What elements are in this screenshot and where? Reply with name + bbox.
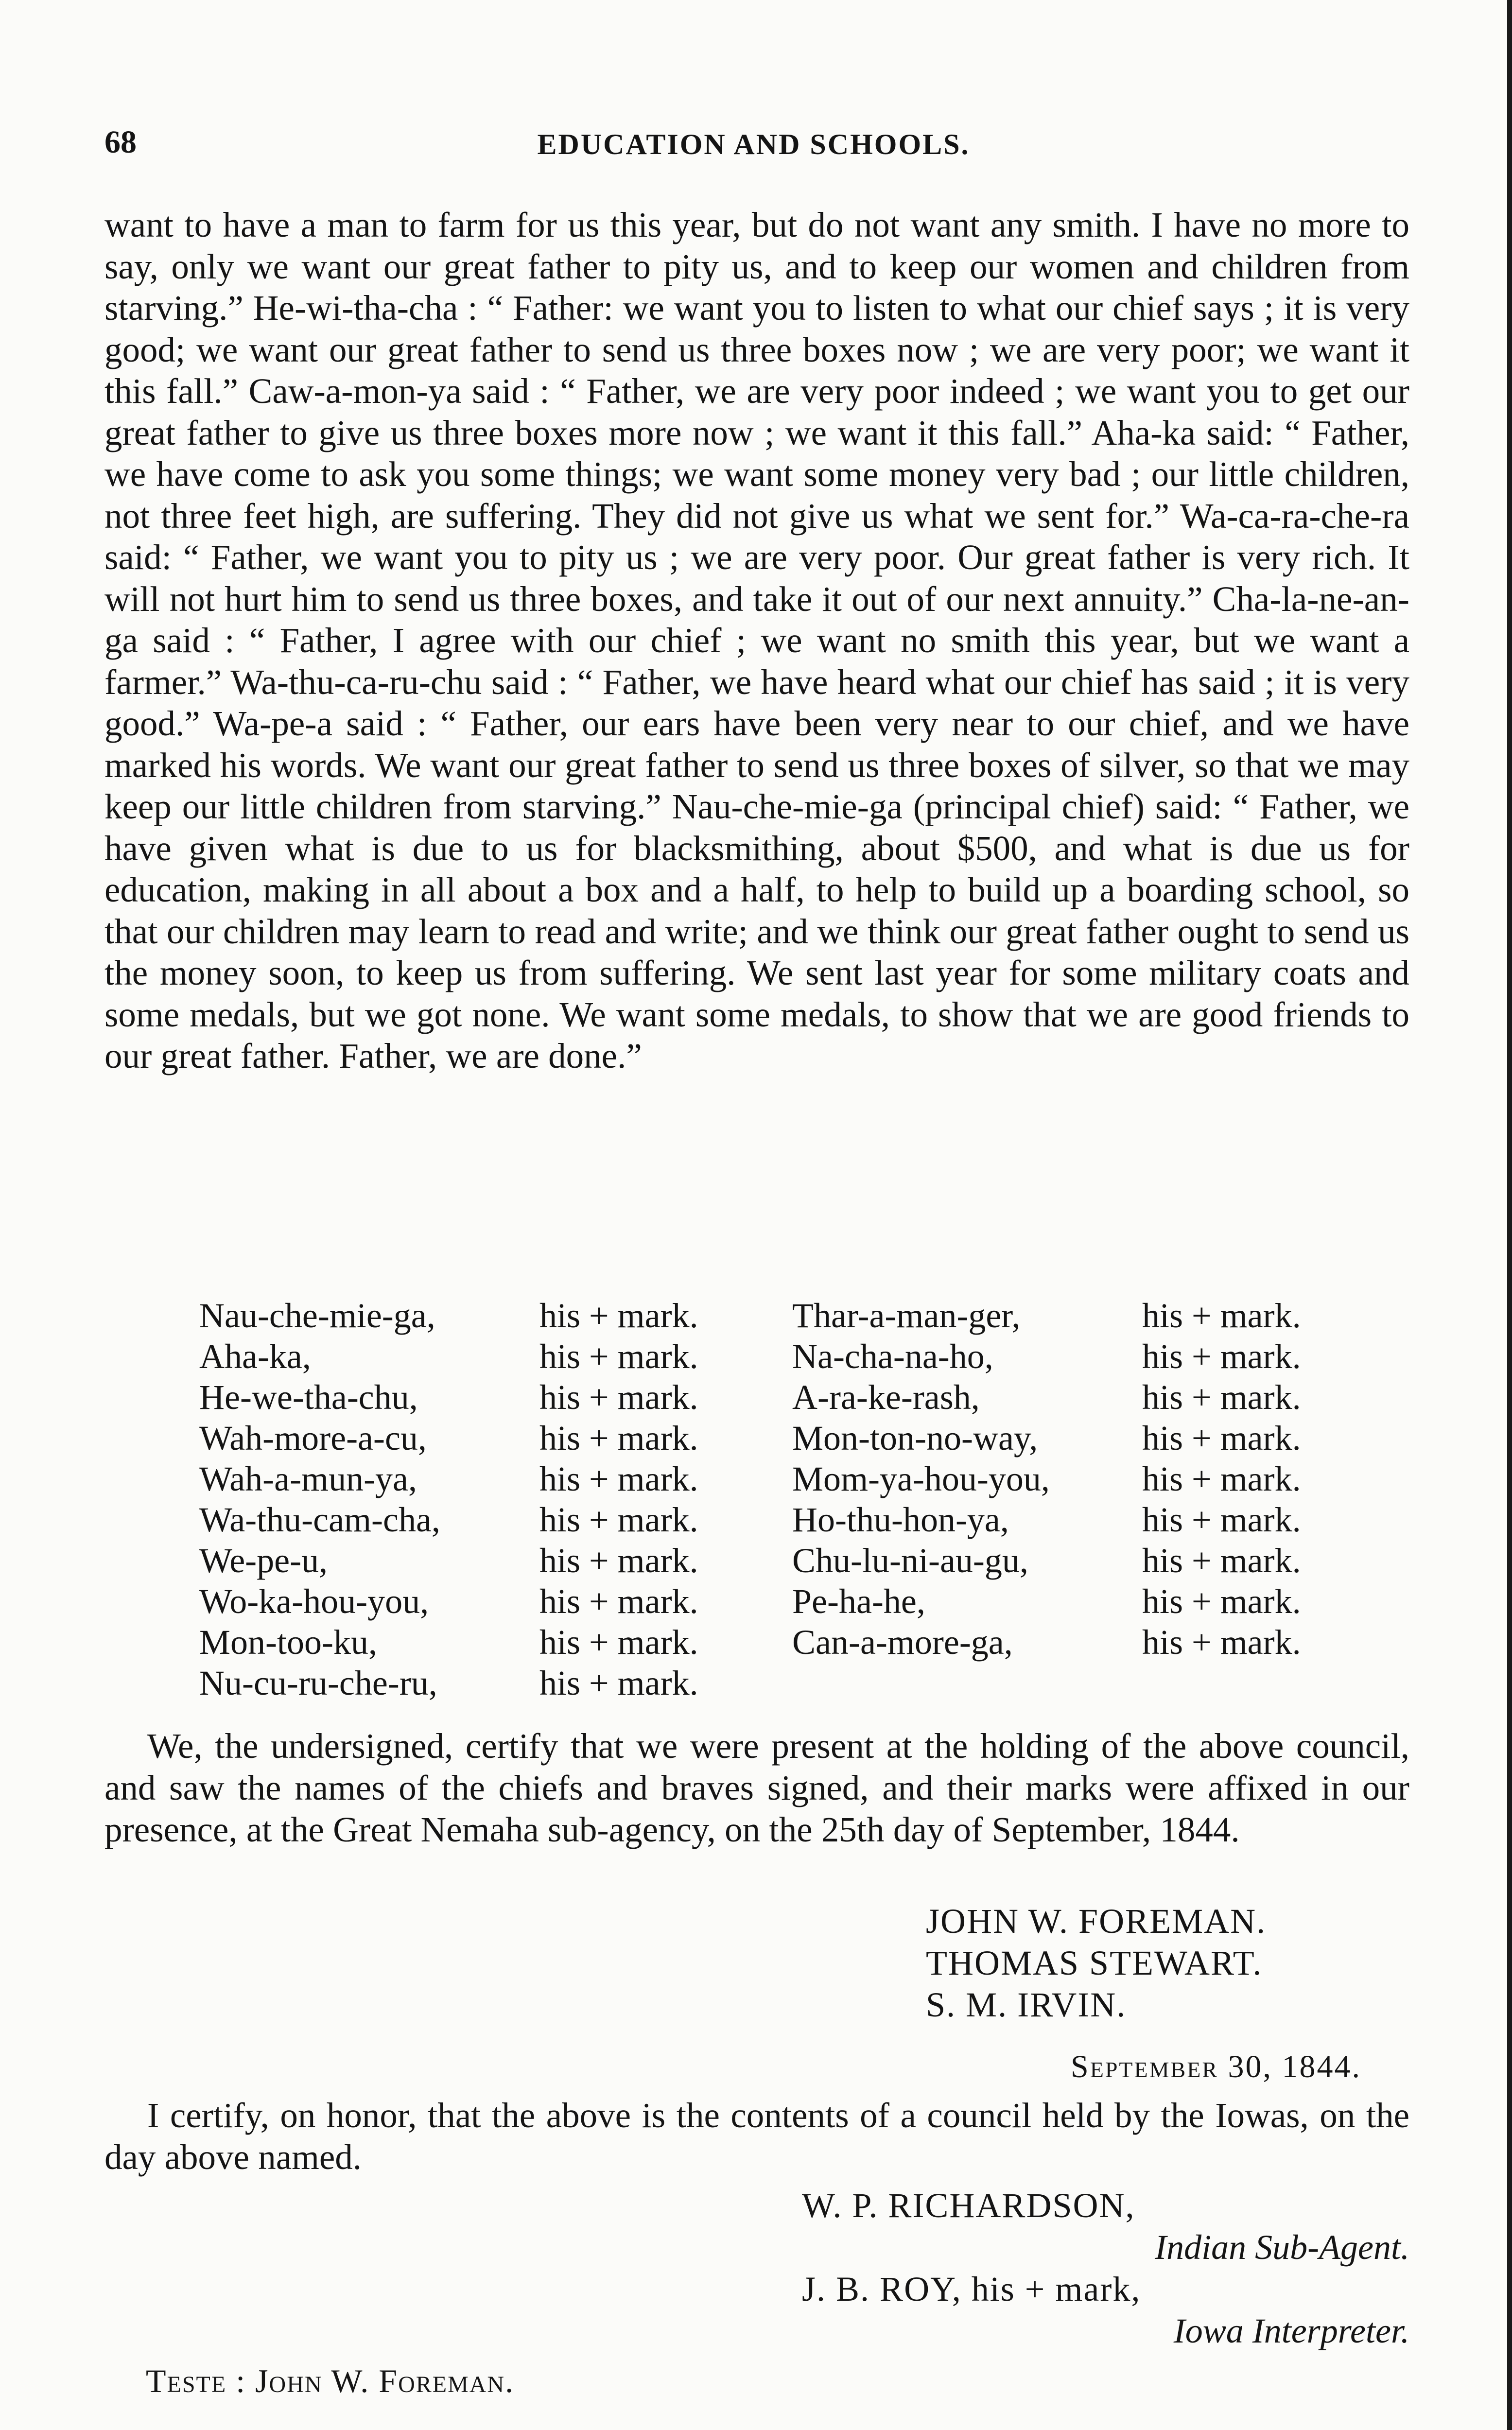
signatory-mark: his + mark. — [539, 1664, 698, 1702]
body-paragraph: want to have a man to farm for us this year, but do not want any smith. I have no more to say, only we want our great father to pity us, and to keep our women and children from starving.” He-wi-tha-cha : “ Father: we want you to listen to what our chief says ; it is very good; we want our great father to send us three boxes now ; we are very poor; we want it this fall.” Caw-a-mon-ya said : “ Father, we are very poor indeed ; we want you to get our great father to give us three boxes more now ; we want it this fall.” Aha-ka said: “ Father, we have come to ask you some things; we want some money very bad ; our little children, not three feet high, are suffering. They did not give us what we sent for.” Wa-ca-ra-che-ra said: “ Father, we want you to pity us ; we are very poor. Our great father is very rich. It will not hurt him to send us three boxes, and take it out of our next annuity.” Cha-la-ne-an-ga said : “ Father, I agree with our chief ; we want no smith this year, but we want a farmer.” Wa-thu-ca-ru-chu said : “ Father, we have heard what our chief has said ; it is very good.” Wa-pe-a said : “ Father, our ears have been very near to our chief, and we have marked his words. We want our great father to send us three boxes of silver, so that we may keep our little children from starving.” Nau-che-mie-ga (principal chief) said: “ Father, we have given what is due to us for blacksmithing, about $500, and what is due us for education, making in all about a box and a half, to help to build up a boarding school, so that our children may learn to read and write; and we think our great father ought to send us the money soon, to keep us from suffering. We sent last year for some military coats and some medals, but we got none. We want some medals, to show that we are good friends to our great father. Father, we are done.” — [104, 205, 1409, 1076]
signatory-name: Nu-cu-ru-che-ru, — [199, 1664, 437, 1702]
signatory-mark: his + mark. — [539, 1296, 698, 1335]
signatory-mark: his + mark. — [1142, 1582, 1301, 1621]
honor-paragraph — [104, 2095, 1409, 2178]
signatory-name: Mon-too-ku, — [199, 1623, 377, 1662]
signatory-name: Aha-ka, — [199, 1337, 311, 1376]
interpreter-name: J. B. ROY, his + mark, — [802, 2270, 1141, 2308]
council-speech-text — [104, 204, 1409, 1077]
signatory-name: He-we-tha-chu, — [199, 1378, 418, 1417]
signature-block — [802, 2185, 1409, 2352]
signatory-table — [199, 1295, 1409, 1703]
signatory-mark: his + mark. — [1142, 1337, 1301, 1376]
signatory-name: Wah-a-mun-ya, — [199, 1459, 417, 1498]
signatory-mark: his + mark. — [1142, 1419, 1301, 1458]
sub-agent-title: Indian Sub-Agent. — [1155, 2228, 1409, 2267]
signatory-name: Wo-ka-hou-you, — [199, 1582, 429, 1621]
signatory-name: Can-a-more-ga, — [792, 1623, 1013, 1662]
signatory-name: Wa-thu-cam-cha, — [199, 1500, 440, 1539]
signatory-mark: his + mark. — [539, 1337, 698, 1376]
signatory-name: Pe-ha-he, — [792, 1582, 925, 1621]
signatory-name: Thar-a-man-ger, — [792, 1296, 1021, 1335]
signatory-mark: his + mark. — [539, 1378, 698, 1417]
signatory-name: Nau-che-mie-ga, — [199, 1296, 435, 1335]
signatory-mark: his + mark. — [1142, 1459, 1301, 1498]
witness-name: JOHN W. FOREMAN. — [926, 1902, 1267, 1941]
signatory-mark: his + mark. — [539, 1459, 698, 1498]
signatory-name: Ho-thu-hon-ya, — [792, 1500, 1009, 1539]
signatory-mark: his + mark. — [539, 1500, 698, 1539]
signatory-mark: his + mark. — [539, 1419, 698, 1458]
witness-name: THOMAS STEWART. — [926, 1944, 1263, 1982]
signatory-name: Mon-ton-no-way, — [792, 1419, 1038, 1458]
teste-line: Teste : John W. Foreman. — [146, 2362, 515, 2399]
sub-agent-name: W. P. RICHARDSON, — [802, 2186, 1135, 2225]
signatory-mark: his + mark. — [539, 1541, 698, 1580]
signatory-name: Mom-ya-hou-you, — [792, 1459, 1050, 1498]
running-head: EDUCATION AND SCHOOLS. — [537, 128, 970, 160]
date-line: September 30, 1844. — [1071, 2049, 1361, 2084]
page-number: 68 — [104, 124, 137, 160]
certification-paragraph — [104, 1725, 1409, 1851]
signatory-name: A-ra-ke-rash, — [792, 1378, 980, 1417]
certification-text: We, the undersigned, certify that we were present at the holding of the above council, and saw the names of the chiefs and braves signed, and their marks were affixed in our presence, at the Great Nemaha sub-agency, on the 25th day of September, 1844. — [104, 1726, 1409, 1849]
signatory-mark: his + mark. — [1142, 1378, 1301, 1417]
witness-name: S. M. IRVIN. — [926, 1985, 1127, 2024]
page-header — [104, 124, 1403, 168]
signatory-name: Wah-more-a-cu, — [199, 1419, 427, 1458]
signatory-mark: his + mark. — [539, 1582, 698, 1621]
honor-text: I certify, on honor, that the above is the contents of a council held by the Iowas, on the day above named. — [104, 2096, 1409, 2177]
signatory-mark: his + mark. — [1142, 1500, 1301, 1539]
signatory-mark: his + mark. — [1142, 1296, 1301, 1335]
signatory-name: We-pe-u, — [199, 1541, 328, 1580]
signatory-mark: his + mark. — [1142, 1623, 1301, 1662]
interpreter-title: Iowa Interpreter. — [1173, 2311, 1409, 2350]
signatory-mark: his + mark. — [1142, 1541, 1301, 1580]
witness-list — [926, 1900, 1266, 2026]
signatory-name: Na-cha-na-ho, — [792, 1337, 993, 1376]
signatory-name: Chu-lu-ni-au-gu, — [792, 1541, 1028, 1580]
signatory-mark: his + mark. — [539, 1623, 698, 1662]
